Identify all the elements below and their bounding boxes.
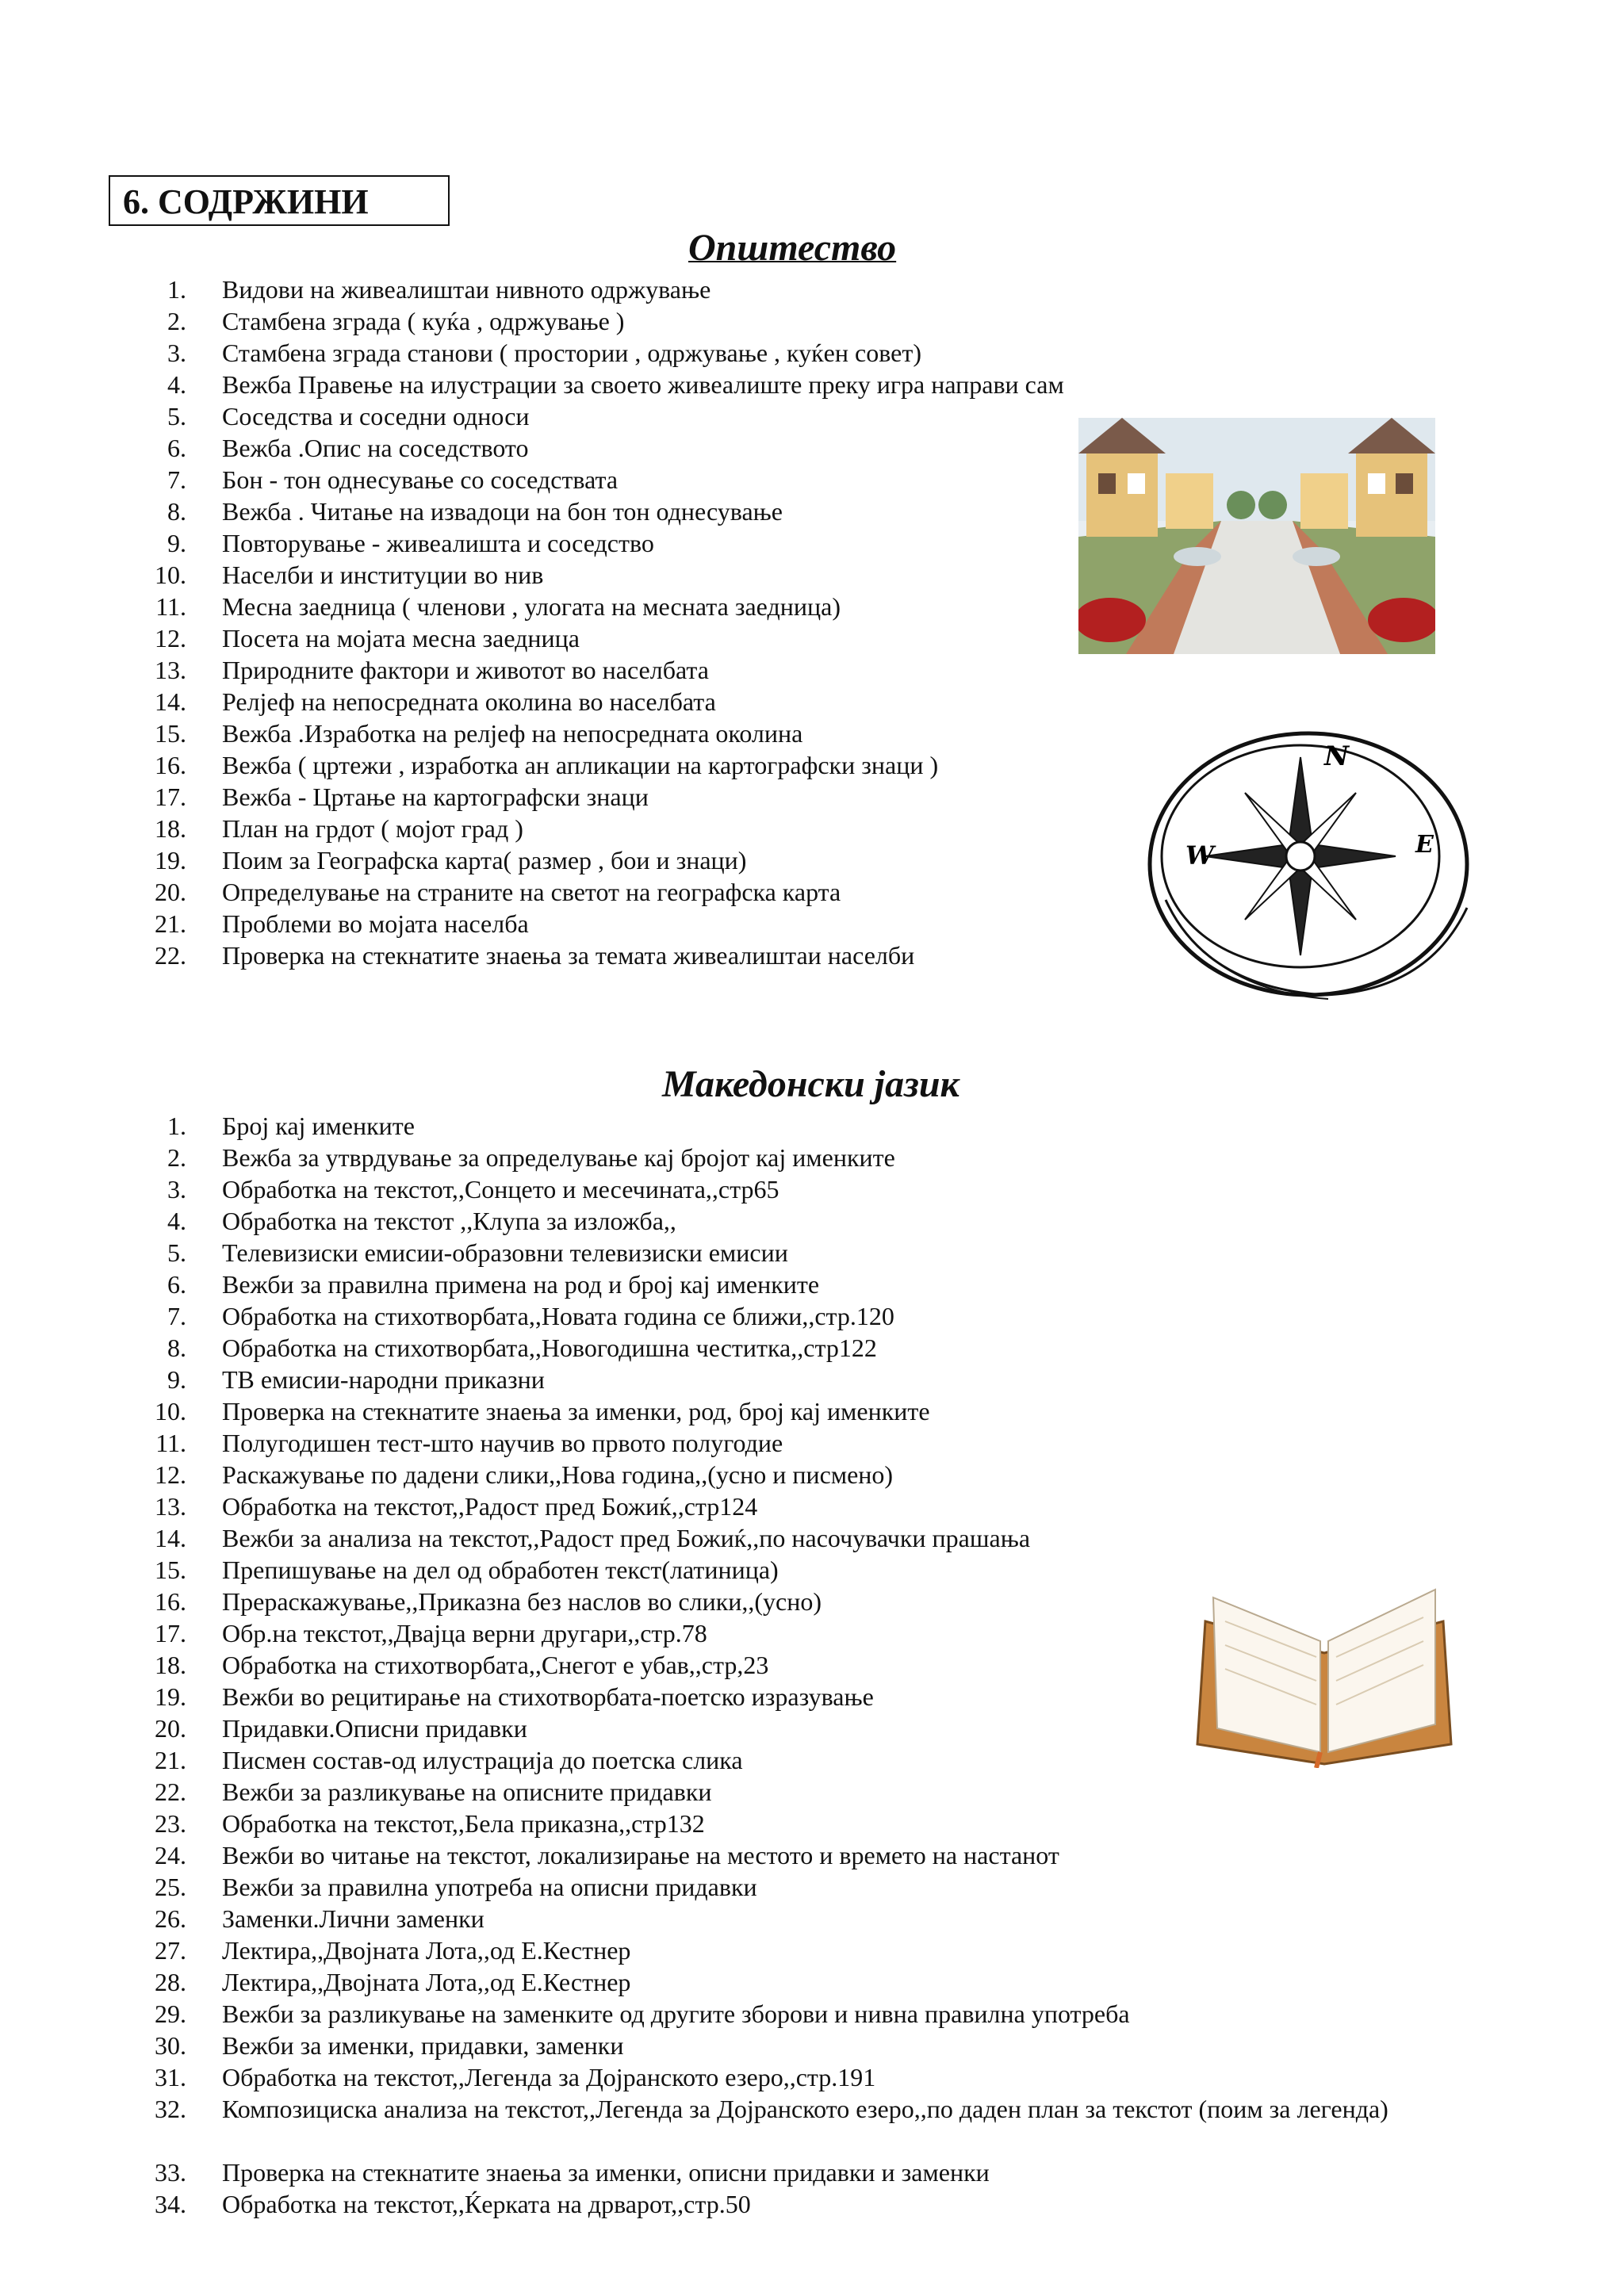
item-text: Вежби за разликување на описните придавки (222, 1777, 712, 1806)
item-text: Вежби за анализа на текстот,,Радост пред Божиќ,,по насочувачки прашања (222, 1524, 1031, 1552)
open-book-icon (1189, 1574, 1459, 1768)
street-illustration (1078, 418, 1435, 654)
item-number: 4. (167, 1207, 186, 1235)
item-number: 27. (155, 1936, 186, 1965)
item-text: Заменки.Лични заменки (222, 1904, 485, 1933)
item-number: 15. (155, 1556, 186, 1584)
svg-text:N: N (1324, 740, 1350, 772)
item-text: Композициска анализа на текстот,,Легенда за Дојранското езеро,,по даден план за текстот (поим за легенда) (222, 2095, 1388, 2123)
item-number: 6. (167, 1270, 186, 1299)
item-number: 17. (155, 783, 186, 811)
item-text: Вежба . Читање на извадоци на бон тон однесување (222, 497, 783, 526)
item-text: Видови на живеалиштаи нивното одржување (222, 275, 711, 304)
item-number: 7. (167, 1302, 186, 1330)
item-number: 10. (155, 1397, 186, 1425)
item-text: Број кај именките (222, 1112, 415, 1140)
item-number: 22. (155, 1777, 186, 1806)
item-text: Придавки.Описни придавки (222, 1714, 527, 1743)
item-text: Обработка на текстот,,Легенда за Дојранското езеро,,стр.191 (222, 2063, 876, 2091)
item-text: Вежба .Опис на соседството (222, 434, 529, 462)
item-text: Вежби за именки, придавки, заменки (222, 2031, 624, 2060)
item-number: 2. (167, 307, 186, 335)
item-number: 30. (155, 2031, 186, 2060)
item-number: 15. (155, 719, 186, 748)
item-number: 18. (155, 1651, 186, 1679)
item-number: 11. (155, 1429, 186, 1457)
item-text: Обработка на текстот,,Радост пред Божиќ,,стр124 (222, 1492, 758, 1521)
item-text: Вежба ( цртежи , изработка ан апликации на картографски знаци ) (222, 751, 939, 779)
item-text: Вежба .Изработка на релјеф на непосредната околина (222, 719, 803, 748)
item-number: 2. (167, 1143, 186, 1172)
item-text: Вежби во рецитирање на стихотворбата-поетско изразување (222, 1682, 874, 1711)
item-number: 29. (155, 1999, 186, 2028)
item-text: Вежби за правилна употреба на описни придавки (222, 1873, 757, 1901)
item-number: 7. (167, 465, 186, 494)
item-text: Лектира,,Двојната Лота,,од Е.Кестнер (222, 1936, 631, 1965)
item-number: 18. (155, 814, 186, 843)
item-text: Стамбена зграда ( куќа , одржување ) (222, 307, 625, 335)
item-text: Вежба за утврдување за определување кај бројот кај именките (222, 1143, 895, 1172)
item-text: Писмен состав-од илустрација до поетска слика (222, 1746, 743, 1774)
item-text: Месна заедница ( членови , улогата на месната заедница) (222, 592, 841, 621)
item-number: 32. (155, 2095, 186, 2123)
item-text: Повторување - живеалишта и соседство (222, 529, 654, 557)
item-text: Обработка на текстот,,Ќерката на дрварот,,стр.50 (222, 2190, 751, 2218)
item-number: 6. (167, 434, 186, 462)
item-text: Стамбена зграда станови ( простории , одржување , куќен совет) (222, 339, 921, 367)
item-text: Обработка на текстот ,,Клупа за изложба,, (222, 1207, 676, 1235)
item-text: Полугодишен тест-што научив во првото полугодие (222, 1429, 783, 1457)
item-text: Посета на мојата месна заедница (222, 624, 580, 652)
item-text: Природните фактори и животот во населбата (222, 656, 709, 684)
item-number: 28. (155, 1968, 186, 1996)
item-text: Обр.на текстот,,Двајца верни другари,,стр.78 (222, 1619, 707, 1647)
item-number: 3. (167, 1175, 186, 1203)
item-number: 14. (155, 1524, 186, 1552)
item-text: Определување на страните на светот на географска карта (222, 878, 841, 906)
item-number: 21. (155, 1746, 186, 1774)
item-text: Соседства и соседни односи (222, 402, 530, 430)
item-number: 8. (167, 497, 186, 526)
item-text: Препишување на дел од обработен текст(латиница) (222, 1556, 779, 1584)
item-number: 1. (167, 1112, 186, 1140)
item-text: Проблеми во мојата населба (222, 909, 529, 938)
section-heading-box (109, 175, 450, 226)
item-number: 9. (167, 529, 186, 557)
subject-title-opshtestvo (688, 226, 896, 270)
item-text: Проверка на стекнатите знаења за темата живеалиштаи населби (222, 941, 915, 970)
item-number: 4. (167, 370, 186, 399)
item-text: План на грдот ( мојот град ) (222, 814, 523, 843)
item-number: 16. (155, 751, 186, 779)
item-text: Вежби во читање на текстот, локализирање на местото и времето на настанот (222, 1841, 1059, 1869)
item-number: 3. (167, 339, 186, 367)
item-text: Раскажување по дадени слики,,Нова година,,(усно и писмено) (222, 1460, 894, 1489)
item-number: 22. (155, 941, 186, 970)
item-number: 23. (155, 1809, 186, 1838)
item-number: 19. (155, 846, 186, 874)
item-text: ТВ емисии-народни приказни (222, 1365, 545, 1394)
item-number: 5. (167, 402, 186, 430)
svg-text:W: W (1185, 840, 1214, 871)
item-number: 31. (155, 2063, 186, 2091)
item-text: Обработка на стихотворбата,,Новата година се ближи,,стр.120 (222, 1302, 894, 1330)
item-number: 9. (167, 1365, 186, 1394)
item-number: 1. (167, 275, 186, 304)
item-text: Релјеф на непосредната околина во населбата (222, 687, 716, 716)
item-text: Бон - тон однесување со соседствата (222, 465, 619, 494)
item-text: Обработка на текстот,,Сонцето и месечината,,стр65 (222, 1175, 779, 1203)
item-number: 21. (155, 909, 186, 938)
item-number: 11. (155, 592, 186, 621)
compass-icon (1142, 718, 1483, 1011)
item-number: 25. (155, 1873, 186, 1901)
item-number: 24. (155, 1841, 186, 1869)
item-text: Вежби за правилна примена на род и број кај именките (222, 1270, 820, 1299)
item-number: 16. (155, 1587, 186, 1616)
item-number: 33. (155, 2158, 186, 2187)
item-text: Прераскажување,,Приказна без наслов во слики,,(усно) (222, 1587, 822, 1616)
item-number: 12. (155, 624, 186, 652)
item-number: 26. (155, 1904, 186, 1933)
item-text: Вежба Правење на илустрации за своето живеалиште преку игра направи сам (222, 370, 1064, 399)
item-text: Вежби за разликување на заменките од другите зборови и нивна правилна употреба (222, 1999, 1130, 2028)
item-text: Лектира,,Двојната Лота,,од Е.Кестнер (222, 1968, 631, 1996)
item-text: Поим за Географска карта( размер , бои и знаци) (222, 846, 747, 874)
item-number: 12. (155, 1460, 186, 1489)
item-number: 20. (155, 1714, 186, 1743)
item-text: Обработка на стихотворбата,,Снегот е убав,,стр,23 (222, 1651, 769, 1679)
item-text: Вежба - Цртање на картографски знаци (222, 783, 649, 811)
item-number: 14. (155, 687, 186, 716)
subject-title-makedonski (662, 1062, 959, 1106)
subject1-title: Општество (688, 227, 897, 269)
item-number: 17. (155, 1619, 186, 1647)
item-text: Проверка на стекнатите знаења за именки, описни придавки и заменки (222, 2158, 990, 2187)
item-text: Телевизиски емисии-образовни телевизиски емисии (222, 1238, 788, 1267)
item-text: Проверка на стекнатите знаења за именки, род, број кај именките (222, 1397, 930, 1425)
subject2-title: Македонски јазик (662, 1063, 959, 1105)
item-number: 5. (167, 1238, 186, 1267)
item-number: 13. (155, 656, 186, 684)
item-number: 19. (155, 1682, 186, 1711)
svg-text:E: E (1415, 831, 1434, 859)
item-text: Обработка на текстот,,Бела приказна,,стр132 (222, 1809, 705, 1838)
item-number: 13. (155, 1492, 186, 1521)
item-number: 20. (155, 878, 186, 906)
item-text: Обработка на стихотворбата,,Новогодишна честитка,,стр122 (222, 1334, 877, 1362)
item-text: Населби и институции во нив (222, 561, 544, 589)
item-number: 8. (167, 1334, 186, 1362)
item-number: 10. (155, 561, 186, 589)
section-title: 6. СОДРЖИНИ (123, 182, 369, 221)
item-number: 34. (155, 2190, 186, 2218)
